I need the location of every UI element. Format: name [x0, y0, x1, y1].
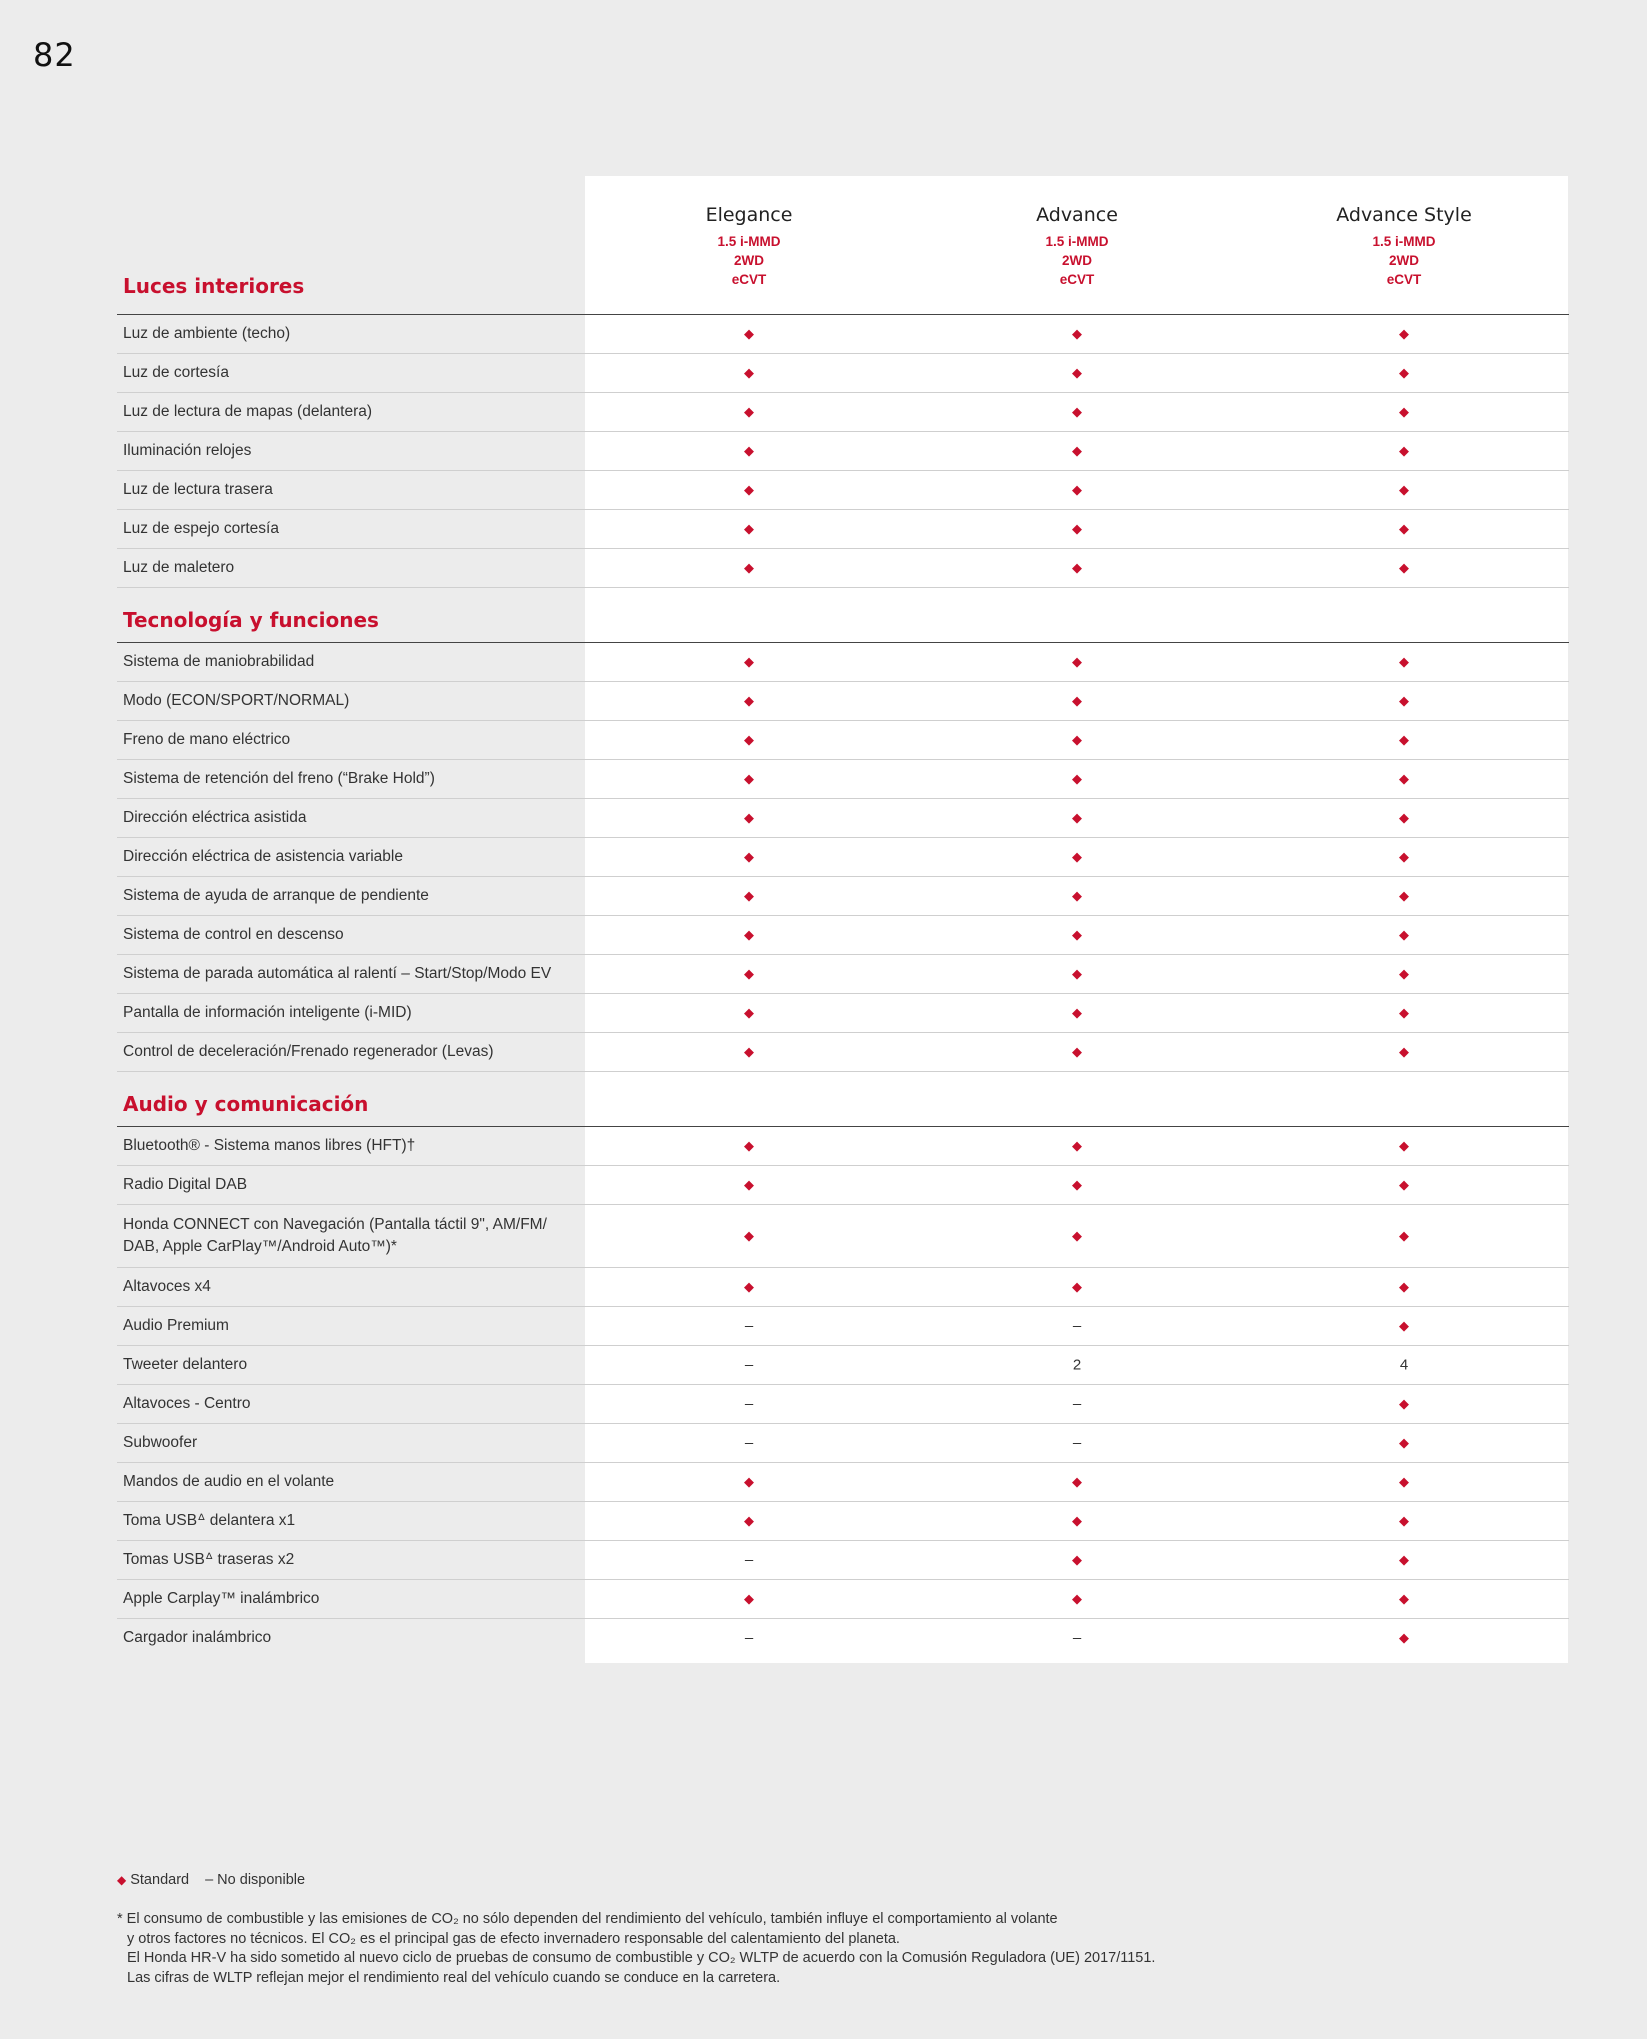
row-label: Iluminación relojes [123, 442, 252, 459]
standard-diamond-icon: ◆ [1072, 810, 1082, 825]
standard-diamond-icon: ◆ [1399, 810, 1409, 825]
standard-diamond-icon: ◆ [1072, 1279, 1082, 1294]
standard-diamond-icon: ◆ [1072, 1005, 1082, 1020]
standard-diamond-icon: ◆ [744, 693, 754, 708]
table-row [117, 1268, 1569, 1307]
table-row [117, 432, 1569, 471]
footnote-line: y otros factores no técnicos. El CO₂ es el principal gas de efecto invernadero responsable del calentamiento del planeta. [127, 1930, 900, 1947]
row-label: Tomas USBᐞ traseras x2 [123, 1551, 295, 1568]
standard-diamond-icon: ◆ [117, 1873, 127, 1887]
table-row [117, 1385, 1569, 1424]
column-spec: eCVT [731, 272, 767, 287]
table-row [117, 955, 1569, 994]
standard-diamond-icon: ◆ [744, 654, 754, 669]
standard-diamond-icon: ◆ [744, 1138, 754, 1153]
table-row [117, 994, 1569, 1033]
section-title: Luces interiores [123, 274, 305, 298]
standard-diamond-icon: ◆ [1399, 1435, 1409, 1450]
standard-diamond-icon: ◆ [1399, 1005, 1409, 1020]
table-row [117, 760, 1569, 799]
table-row [117, 682, 1569, 721]
table-row [117, 1346, 1569, 1385]
standard-diamond-icon: ◆ [1399, 1474, 1409, 1489]
standard-diamond-icon: ◆ [1399, 1591, 1409, 1606]
section-header [117, 1072, 1569, 1127]
footnote-line: Las cifras de WLTP reflejan mejor el rendimiento real del vehículo cuando se conduce en la carretera. [127, 1969, 781, 1986]
standard-diamond-icon: ◆ [744, 482, 754, 497]
column-spec: eCVT [1059, 272, 1095, 287]
cell-value: 2 [1072, 1356, 1082, 1374]
row-label: Subwoofer [123, 1434, 198, 1451]
section-header [117, 588, 1569, 643]
row-label: Control de deceleración/Frenado regenerador (Levas) [123, 1043, 494, 1060]
standard-diamond-icon: ◆ [744, 888, 754, 903]
row-label: Sistema de retención del freno (“Brake Hold”) [123, 770, 435, 787]
standard-diamond-icon: ◆ [1072, 1513, 1082, 1528]
table-row [117, 354, 1569, 393]
standard-diamond-icon: ◆ [1072, 927, 1082, 942]
row-label: Bluetooth® - Sistema manos libres (HFT)† [123, 1137, 416, 1154]
standard-diamond-icon: ◆ [1072, 404, 1082, 419]
standard-diamond-icon: ◆ [1399, 404, 1409, 419]
standard-diamond-icon: ◆ [1399, 326, 1409, 341]
standard-diamond-icon: ◆ [1399, 1318, 1409, 1333]
standard-diamond-icon: ◆ [744, 1513, 754, 1528]
standard-diamond-icon: ◆ [1399, 732, 1409, 747]
column-spec: 1.5 i-MMD [1045, 234, 1109, 249]
cell-value: – [744, 1395, 754, 1413]
column-header-advance [913, 204, 1241, 289]
standard-diamond-icon: ◆ [1072, 1552, 1082, 1567]
footnotes [117, 1910, 1155, 1988]
row-label: Luz de lectura de mapas (delantera) [123, 403, 373, 420]
row-label: Altavoces x4 [123, 1278, 211, 1295]
standard-diamond-icon: ◆ [1072, 326, 1082, 341]
standard-diamond-icon: ◆ [744, 1005, 754, 1020]
column-spec: 2WD [1389, 253, 1419, 268]
cell-value: – [744, 1317, 754, 1335]
standard-diamond-icon: ◆ [1399, 654, 1409, 669]
legend [117, 1872, 305, 1888]
column-header-advance-style [1240, 204, 1568, 289]
cell-value: – [744, 1356, 754, 1374]
standard-diamond-icon: ◆ [1072, 443, 1082, 458]
column-spec: eCVT [1386, 272, 1422, 287]
table-row [117, 1166, 1569, 1205]
table-row [117, 799, 1569, 838]
table-header [117, 176, 1569, 315]
row-label: Honda CONNECT con Navegación (Pantalla táctil 9", AM/FM/ DAB, Apple CarPlay™/Android Auto™)* [123, 1216, 547, 1255]
standard-diamond-icon: ◆ [1399, 482, 1409, 497]
legend-not-available: – No disponible [205, 1872, 306, 1888]
row-label: Audio Premium [123, 1317, 229, 1334]
standard-diamond-icon: ◆ [1072, 482, 1082, 497]
table-row [117, 1424, 1569, 1463]
standard-diamond-icon: ◆ [1399, 693, 1409, 708]
row-label: Sistema de parada automática al ralentí – Start/Stop/Modo EV [123, 965, 552, 982]
table-row [117, 1127, 1569, 1166]
standard-diamond-icon: ◆ [1399, 927, 1409, 942]
standard-diamond-icon: ◆ [1399, 1396, 1409, 1411]
standard-diamond-icon: ◆ [1072, 560, 1082, 575]
standard-diamond-icon: ◆ [1072, 1138, 1082, 1153]
standard-diamond-icon: ◆ [1072, 693, 1082, 708]
standard-diamond-icon: ◆ [744, 560, 754, 575]
row-label: Dirección eléctrica asistida [123, 809, 307, 826]
standard-diamond-icon: ◆ [744, 771, 754, 786]
row-label: Luz de maletero [123, 559, 235, 576]
table-row [117, 1502, 1569, 1541]
standard-diamond-icon: ◆ [1399, 1138, 1409, 1153]
standard-diamond-icon: ◆ [1399, 1552, 1409, 1567]
table-row [117, 1463, 1569, 1502]
standard-diamond-icon: ◆ [1072, 888, 1082, 903]
table-row [117, 1619, 1569, 1657]
cell-value: – [1072, 1317, 1082, 1335]
table-row [117, 643, 1569, 682]
standard-diamond-icon: ◆ [1072, 365, 1082, 380]
standard-diamond-icon: ◆ [744, 732, 754, 747]
row-label: Luz de ambiente (techo) [123, 325, 291, 342]
footnote-line: * El consumo de combustible y las emisiones de CO₂ no sólo dependen del rendimiento del vehículo, también influye el comportamiento al volante [117, 1911, 1058, 1927]
page-number: 82 [33, 36, 76, 74]
table-row [117, 471, 1569, 510]
legend-standard: Standard [130, 1872, 190, 1888]
standard-diamond-icon: ◆ [744, 810, 754, 825]
standard-diamond-icon: ◆ [744, 1044, 754, 1059]
standard-diamond-icon: ◆ [744, 1228, 754, 1243]
standard-diamond-icon: ◆ [744, 521, 754, 536]
standard-diamond-icon: ◆ [1399, 1630, 1409, 1645]
table-row [117, 1033, 1569, 1072]
row-label: Pantalla de información inteligente (i-MID) [123, 1004, 412, 1021]
row-label: Cargador inalámbrico [123, 1629, 272, 1646]
table-row [117, 1307, 1569, 1346]
table-row [117, 721, 1569, 760]
standard-diamond-icon: ◆ [744, 365, 754, 380]
cell-value: – [744, 1434, 754, 1452]
standard-diamond-icon: ◆ [1072, 1044, 1082, 1059]
table-row [117, 1580, 1569, 1619]
standard-diamond-icon: ◆ [1399, 888, 1409, 903]
table-row [117, 1541, 1569, 1580]
standard-diamond-icon: ◆ [1399, 1513, 1409, 1528]
standard-diamond-icon: ◆ [1072, 654, 1082, 669]
table-row [117, 549, 1569, 588]
row-label: Sistema de control en descenso [123, 926, 344, 943]
standard-diamond-icon: ◆ [1399, 443, 1409, 458]
row-label: Altavoces - Centro [123, 1395, 251, 1412]
row-label: Modo (ECON/SPORT/NORMAL) [123, 692, 350, 709]
standard-diamond-icon: ◆ [744, 927, 754, 942]
column-spec: 1.5 i-MMD [1372, 234, 1436, 249]
standard-diamond-icon: ◆ [744, 443, 754, 458]
column-spec: 1.5 i-MMD [717, 234, 781, 249]
standard-diamond-icon: ◆ [1399, 365, 1409, 380]
standard-diamond-icon: ◆ [744, 1591, 754, 1606]
row-label: Radio Digital DAB [123, 1176, 248, 1193]
standard-diamond-icon: ◆ [744, 326, 754, 341]
standard-diamond-icon: ◆ [1399, 1044, 1409, 1059]
standard-diamond-icon: ◆ [1399, 966, 1409, 981]
table-row [117, 838, 1569, 877]
row-label: Luz de espejo cortesía [123, 520, 279, 537]
table-row [117, 315, 1569, 354]
row-label: Sistema de ayuda de arranque de pendiente [123, 887, 429, 904]
standard-diamond-icon: ◆ [1072, 1474, 1082, 1489]
table-row [117, 1205, 1569, 1268]
standard-diamond-icon: ◆ [744, 1279, 754, 1294]
column-name: Advance [1036, 204, 1118, 226]
row-label: Freno de mano eléctrico [123, 731, 291, 748]
column-name: Advance Style [1336, 204, 1472, 226]
spec-table [117, 176, 1569, 1657]
column-header-elegance [585, 204, 913, 289]
column-name: Elegance [705, 204, 793, 226]
standard-diamond-icon: ◆ [744, 849, 754, 864]
standard-diamond-icon: ◆ [1399, 521, 1409, 536]
standard-diamond-icon: ◆ [1072, 849, 1082, 864]
standard-diamond-icon: ◆ [1399, 1228, 1409, 1243]
cell-value: – [1072, 1434, 1082, 1452]
standard-diamond-icon: ◆ [1072, 966, 1082, 981]
table-row [117, 877, 1569, 916]
column-spec: 2WD [734, 253, 764, 268]
table-row [117, 916, 1569, 955]
standard-diamond-icon: ◆ [1072, 1177, 1082, 1192]
standard-diamond-icon: ◆ [1399, 560, 1409, 575]
row-label: Mandos de audio en el volante [123, 1473, 335, 1490]
standard-diamond-icon: ◆ [1072, 732, 1082, 747]
standard-diamond-icon: ◆ [1399, 1177, 1409, 1192]
column-spec: 2WD [1062, 253, 1092, 268]
standard-diamond-icon: ◆ [744, 1474, 754, 1489]
standard-diamond-icon: ◆ [1072, 771, 1082, 786]
standard-diamond-icon: ◆ [1399, 771, 1409, 786]
standard-diamond-icon: ◆ [1072, 521, 1082, 536]
section-title: Audio y comunicación [123, 1092, 369, 1116]
row-label: Toma USBᐞ delantera x1 [123, 1512, 296, 1529]
footnote-line: El Honda HR-V ha sido sometido al nuevo ciclo de pruebas de consumo de combustible y CO₂ WLTP de acuerdo con la Comusión Reguladora (UE) 2017/1151. [127, 1950, 1156, 1966]
row-label: Tweeter delantero [123, 1356, 248, 1373]
standard-diamond-icon: ◆ [744, 1177, 754, 1192]
cell-value: 4 [1399, 1356, 1409, 1374]
standard-diamond-icon: ◆ [1072, 1228, 1082, 1243]
standard-diamond-icon: ◆ [744, 404, 754, 419]
table-row [117, 393, 1569, 432]
row-label: Dirección eléctrica de asistencia variable [123, 848, 403, 865]
row-label: Apple Carplay™ inalámbrico [123, 1590, 320, 1607]
section-title: Tecnología y funciones [123, 608, 379, 632]
cell-value: – [744, 1551, 754, 1569]
row-label: Luz de cortesía [123, 364, 229, 381]
cell-value: – [744, 1629, 754, 1647]
standard-diamond-icon: ◆ [1399, 849, 1409, 864]
row-label: Luz de lectura trasera [123, 481, 273, 498]
standard-diamond-icon: ◆ [1399, 1279, 1409, 1294]
cell-value: – [1072, 1629, 1082, 1647]
standard-diamond-icon: ◆ [1072, 1591, 1082, 1606]
row-label: Sistema de maniobrabilidad [123, 653, 315, 670]
cell-value: – [1072, 1395, 1082, 1413]
standard-diamond-icon: ◆ [744, 966, 754, 981]
table-row [117, 510, 1569, 549]
